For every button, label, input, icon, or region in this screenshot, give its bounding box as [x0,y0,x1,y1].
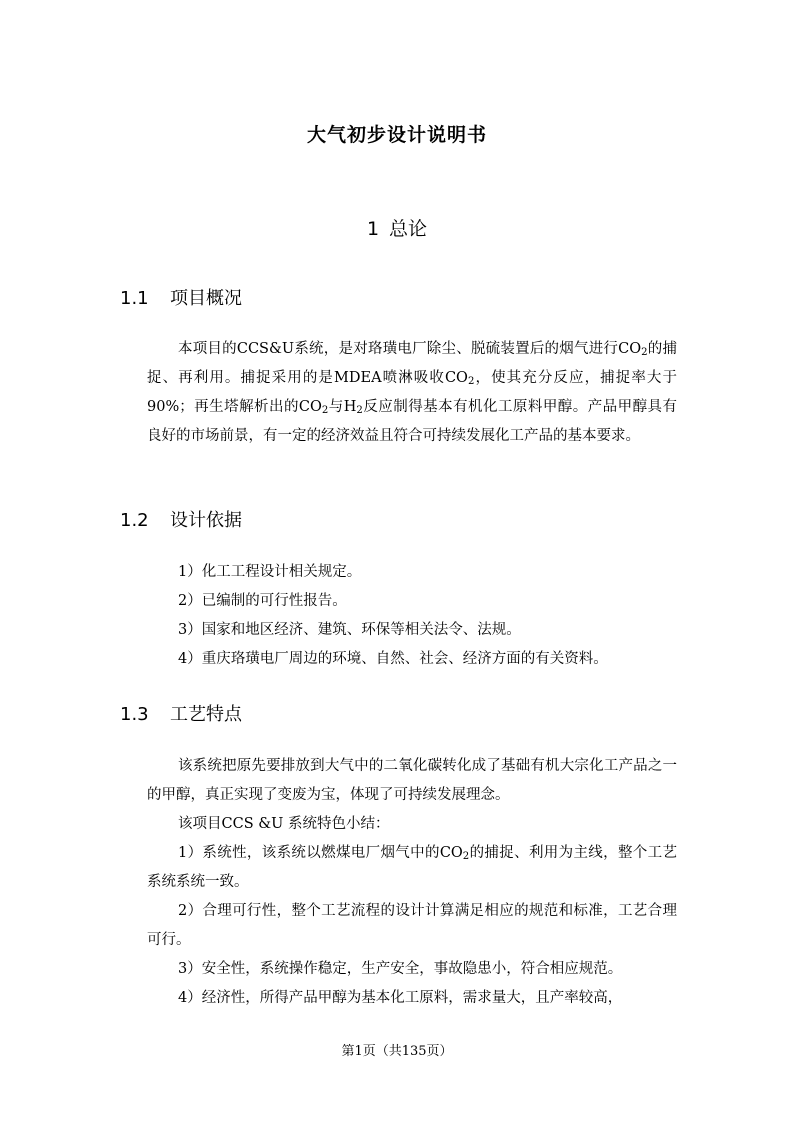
list-item: 3）国家和地区经济、建筑、环保等相关法令、法规。 [178,622,521,638]
page-footer: 第1页（共135页） [341,1044,453,1059]
project-overview-paragraph: 本项目的CCS&U系统，是对珞璜电厂除尘、脱硫装置后的烟气进行$CO_2$的捕捉、再利用。捕捉采用的是MDEA喷淋吸收$CO_2$，使其充分反应，捕捉率大于90%；再生塔解析出的$CO_2$与$H_2$反应制得基本有机化工原料甲醇。产品甲醇具有良好的市场前景，有一定的经济效益且符合可持续发展化工产品的基本要求。 [147,341,678,444]
list-item: 4）经济性，所得产品甲醇为基本化工原料，需求量大，且产率较高， [178,990,623,1006]
section-title: 设计依据 [170,510,242,531]
section-number: 1.1 [120,288,149,309]
summary-label: 该项目CCS &U 系统特色小结： [178,816,390,832]
list-item: 1）化工工程设计相关规定。 [178,564,362,580]
section-number: 1.2 [120,510,149,531]
section-heading-1-2 [120,506,242,532]
features-list [147,839,677,1013]
process-intro-paragraph: 该系统把原先要排放到大气中的二氧化碳转化成了基础有机大宗化工产品之一的甲醇，真正实现了变废为宝，体现了可持续发展理念。 [147,758,677,803]
chapter-heading [0,214,794,241]
list-item: 2）合理可行性，整个工艺流程的设计计算满足相应的规范和标准，工艺合理可行。 [147,903,677,948]
document-title: 大气初步设计说明书 [306,124,487,146]
list-item: 3）安全性，系统操作稳定，生产安全，事故隐患小，符合相应规范。 [178,961,623,977]
section-title: 项目概况 [170,288,242,309]
design-basis-list [178,558,608,674]
section-number: 1.3 [120,704,149,725]
chapter-title: 总论 [389,218,428,240]
list-item: 2）已编制的可行性报告。 [178,593,347,609]
list-item: 4）重庆珞璜电厂周边的环境、自然、社会、经济方面的有关资料。 [178,651,608,667]
section-heading-1-3 [120,700,242,726]
list-item: 1）系统性，该系统以燃煤电厂烟气中的$CO_2$的捕捉、利用为主线，整个工艺系统系统一致。 [147,845,677,890]
section-heading-1-1 [120,284,242,310]
section-title: 工艺特点 [170,704,242,725]
chapter-number: 1 [366,218,380,240]
